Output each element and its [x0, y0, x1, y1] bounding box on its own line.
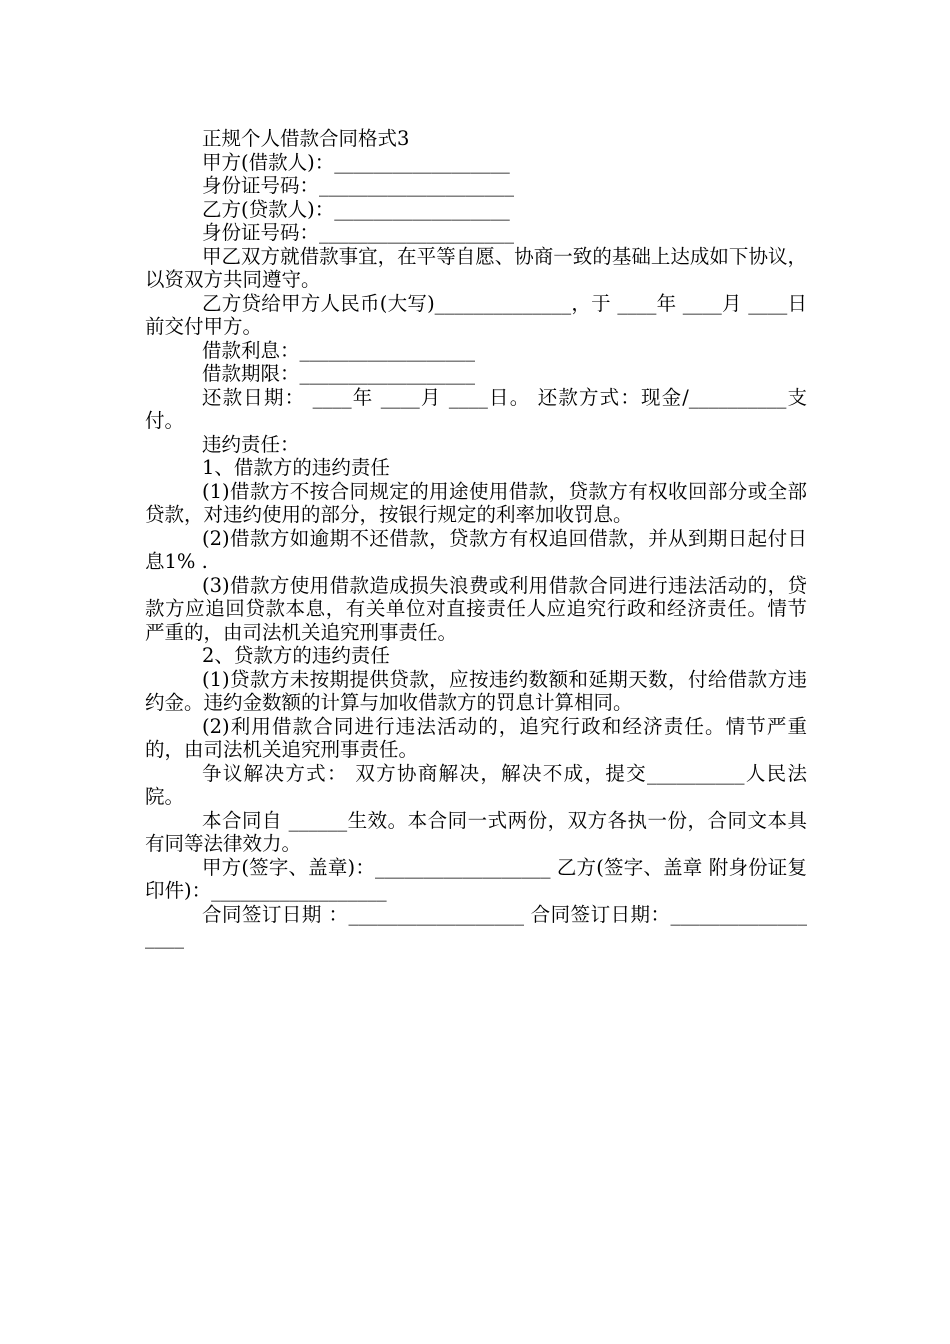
party-b-line: 乙方(贷款人)：__________________ — [202, 197, 510, 221]
liability-heading: 违约责任： — [202, 432, 300, 456]
term-line: 借款期限：__________________ — [202, 362, 476, 385]
lender-clause-1: (1)贷款方未按期提供贷款，应按违约数额和延期天数，付给借款方违约金。违约金数额的计算与加收借款方的罚息计算相同。 — [145, 667, 807, 714]
sign-dates-paragraph: 合同签订日期 ：__________________ 合同签订日期：__________________ — [145, 902, 807, 949]
repayment-paragraph: 还款日期： ____年 ____月 ____日。 还款方式：现金/__________支付。 — [145, 385, 807, 432]
borrower-liability-heading: 1、借款方的违约责任 — [202, 456, 390, 479]
signatures-paragraph: 甲方(签字、盖章)：__________________ 乙方(签字、盖章 附身份证复印件)：__________________ — [145, 855, 807, 902]
lender-clause-2: (2)利用借款合同进行违法活动的，追究行政和经济责任。情节严重的，由司法机关追究刑事责任。 — [145, 714, 807, 761]
effective-paragraph: 本合同自 ______生效。本合同一式两份，双方各执一份，合同文本具有同等法律效力。 — [145, 808, 807, 855]
party-a-id-line: 身份证号码：____________________ — [202, 174, 515, 197]
interest-line: 借款利息：__________________ — [202, 338, 476, 362]
borrower-clause-2: (2)借款方如逾期不还借款，贷款方有权追回借款，并从到期日起付日息1% . — [145, 526, 807, 573]
intro-paragraph: 甲乙双方就借款事宜，在平等自愿、协商一致的基础上达成如下协议，以资双方共同遵守。 — [145, 244, 807, 291]
party-b-id-line: 身份证号码：____________________ — [202, 221, 515, 244]
document-title: 正规个人借款合同格式3 — [202, 127, 410, 150]
lender-liability-heading: 2、贷款方的违约责任 — [202, 644, 390, 667]
borrower-clause-3: (3)借款方使用借款造成损失浪费或利用借款合同进行违法活动的，贷款方应追回贷款本息，有关单位对直接责任人应追究行政和经济责任。情节严重的，由司法机关追究刑事责任。 — [145, 573, 807, 644]
dispute-paragraph: 争议解决方式： 双方协商解决，解决不成，提交__________人民法院。 — [145, 761, 807, 808]
contract-document — [145, 127, 807, 950]
party-a-line: 甲方(借款人)：__________________ — [202, 150, 510, 174]
loan-amount-paragraph: 乙方贷给甲方人民币(大写)______________，于 ____年 ____月 ____日前交付甲方。 — [145, 291, 807, 338]
borrower-clause-1: (1)借款方不按合同规定的用途使用借款，贷款方有权收回部分或全部贷款，对违约使用的部分，按银行规定的利率加收罚息。 — [145, 479, 807, 526]
